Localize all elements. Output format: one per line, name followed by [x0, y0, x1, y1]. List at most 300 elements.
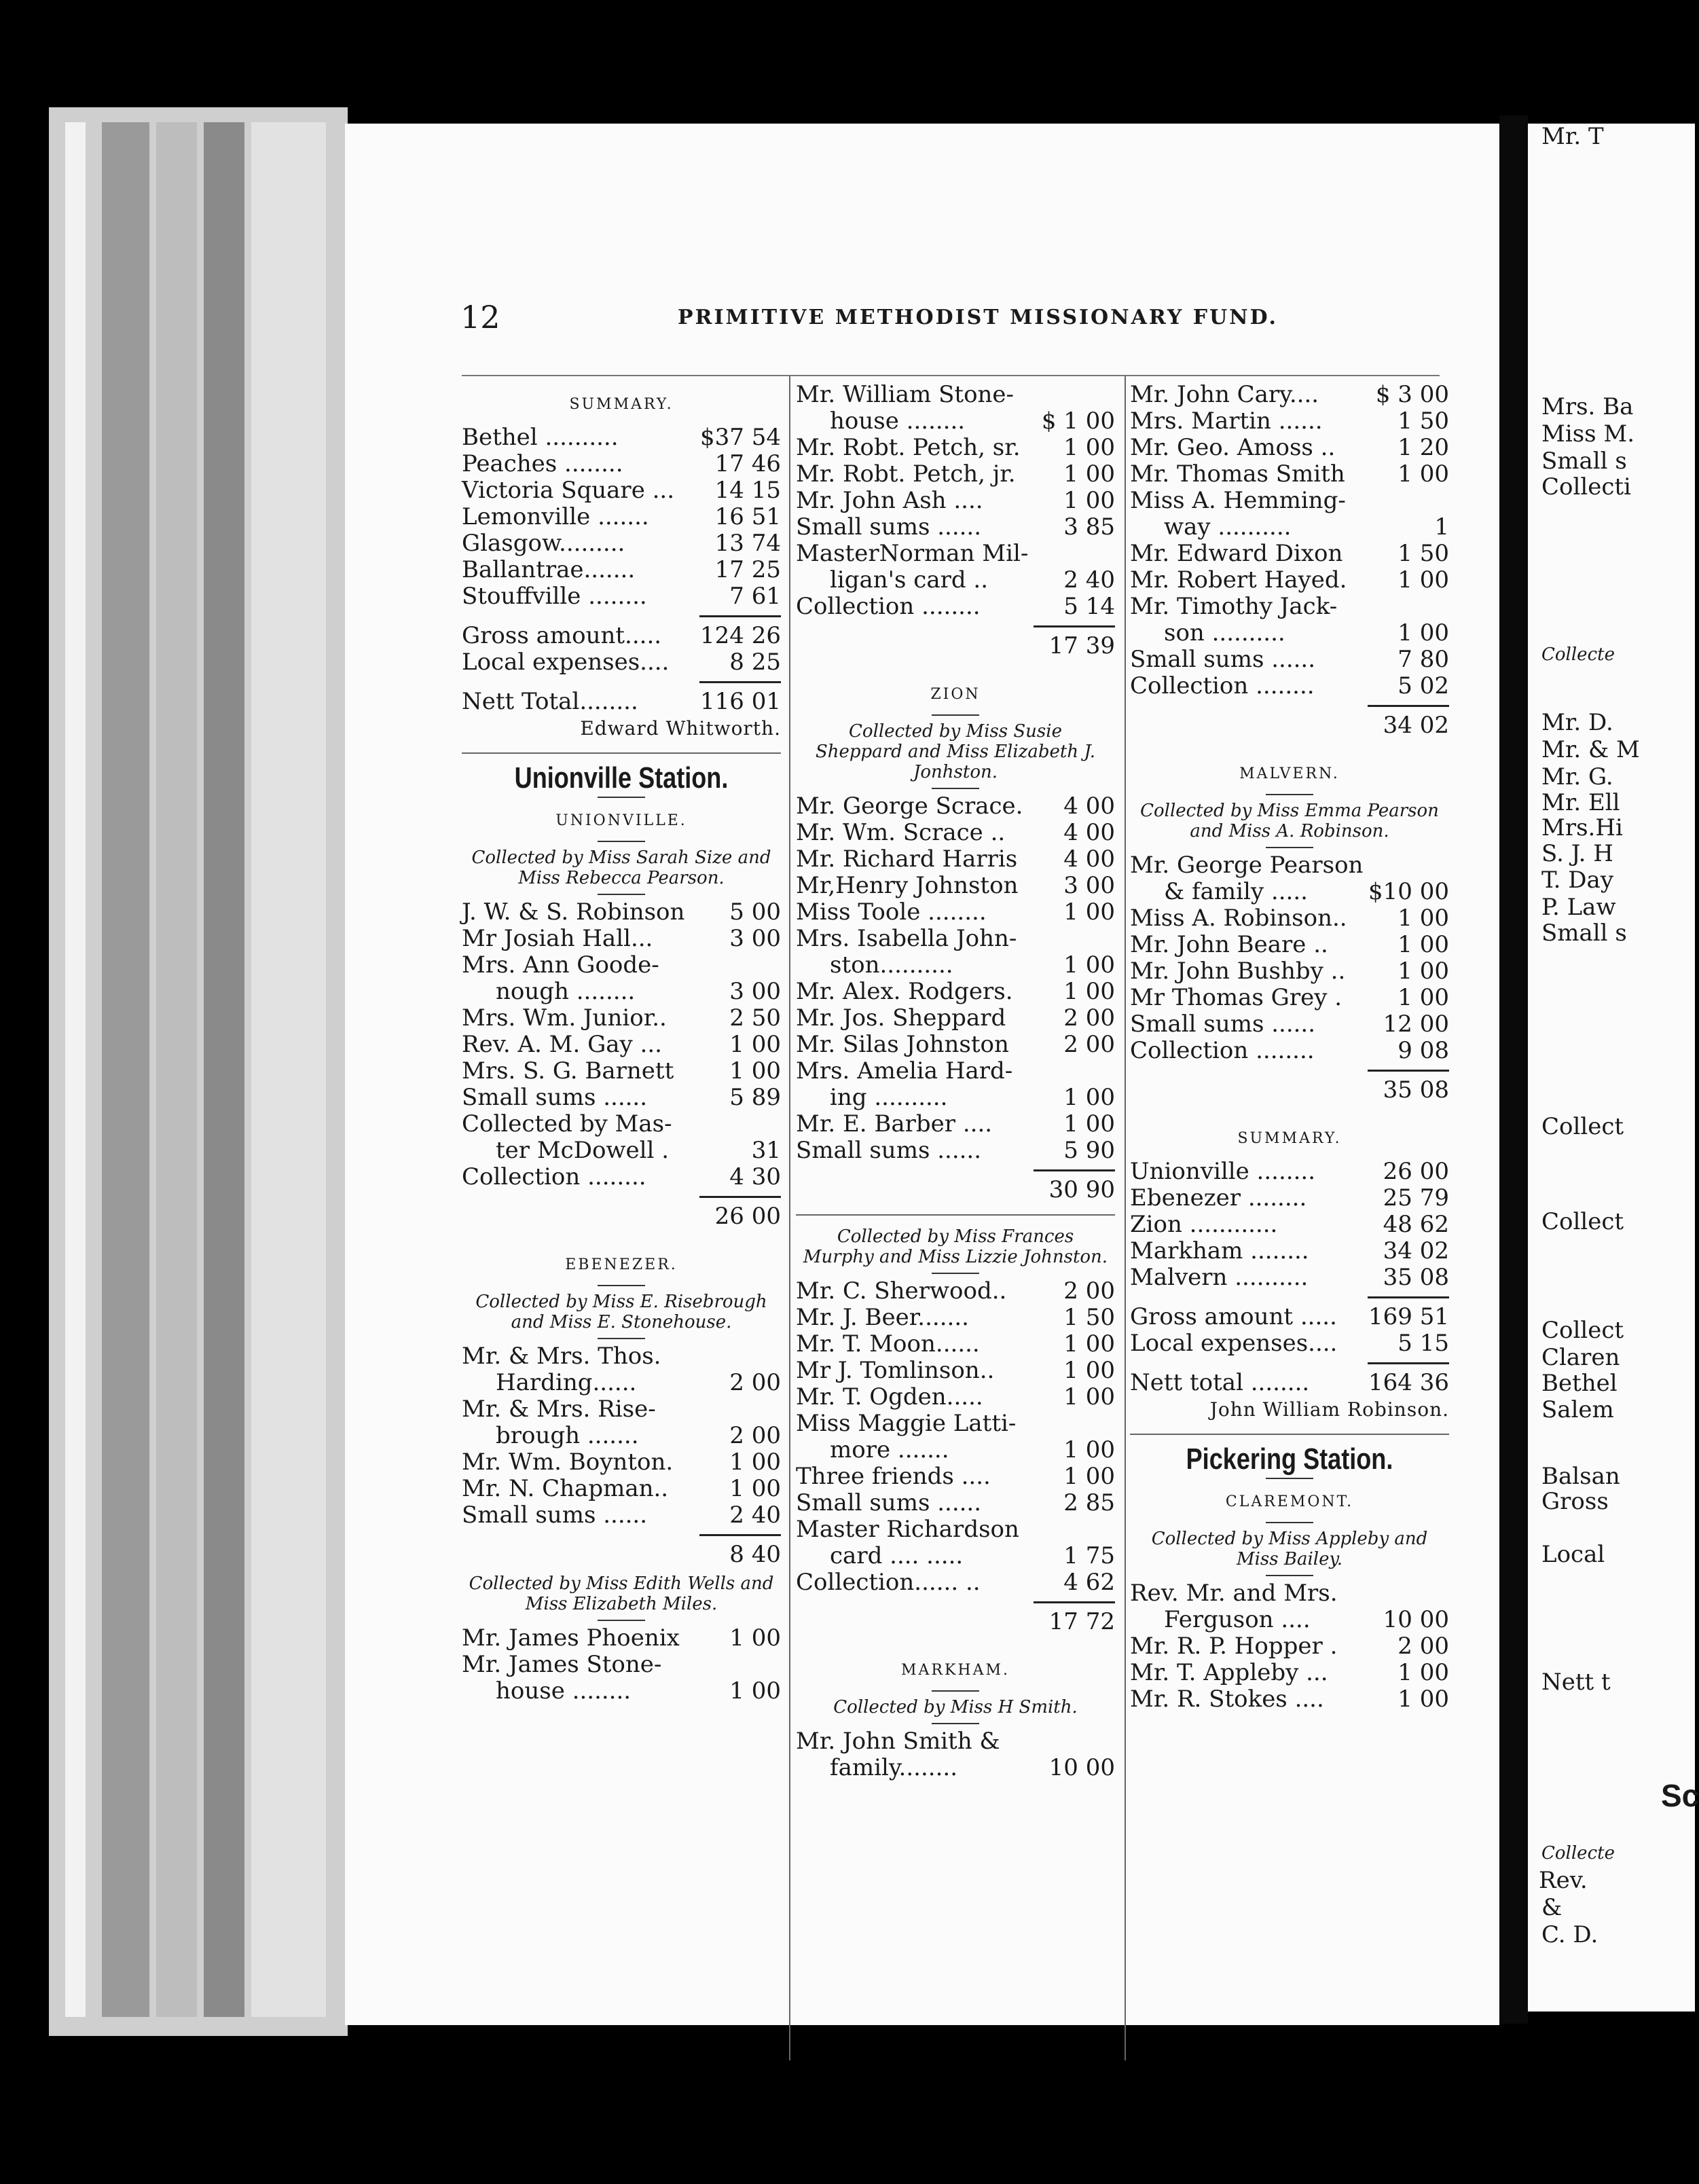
donation-amount: 1 00 — [1397, 1659, 1449, 1686]
donor-name: house ........ — [496, 1677, 632, 1705]
donor-name: Mr. Richard Harris — [796, 845, 1018, 873]
ledger-row — [1130, 1159, 1449, 1185]
ledger-row — [1130, 514, 1449, 541]
station-title: Unionville Station. — [514, 761, 729, 795]
donor-name: Mrs. Amelia Hard- — [796, 1057, 1013, 1085]
donor-name: son .......... — [1164, 619, 1285, 647]
nett-total-row — [1130, 1370, 1449, 1396]
donation-amount — [699, 1652, 781, 1678]
donation-amount: 4 30 — [729, 1163, 781, 1190]
section-total — [1130, 712, 1449, 739]
nett-label: Nett total ........ — [1130, 1369, 1310, 1396]
donor-name: Collection...... .. — [796, 1569, 981, 1596]
donor-name: Small sums ...... — [462, 1084, 648, 1111]
total-rule — [699, 615, 781, 617]
donor-name: Mr. T. Ogden..... — [796, 1383, 983, 1410]
top-list — [796, 382, 1115, 620]
right-page-line: Small s — [1541, 920, 1627, 947]
dash-rule — [598, 1338, 645, 1339]
donor-name: Mr. & Mrs. Thos. — [462, 1343, 661, 1370]
donation-amount: 2 00 — [1063, 1004, 1115, 1032]
page-edge — [204, 122, 244, 2017]
right-page-fragment — [1528, 123, 1699, 2012]
donor-name: Small sums ...... — [1130, 1011, 1316, 1038]
donor-name: Markham ........ — [1130, 1237, 1309, 1264]
collected-by: Collected by Miss H Smith. — [833, 1697, 1078, 1717]
donation-amount: 2 40 — [729, 1502, 781, 1529]
donation-amount: 1 00 — [729, 1475, 781, 1502]
ledger-row — [1130, 488, 1449, 514]
gross-label: Gross amount..... — [462, 622, 662, 649]
column-1 — [462, 382, 781, 1705]
right-page-line: Mr. T — [1541, 123, 1604, 150]
station-title: Pickering Station. — [1186, 1442, 1393, 1476]
collected-by: Collected by Miss E. Risebrough and Miss E. Stonehouse. — [475, 1292, 767, 1332]
ledger-row — [1130, 958, 1449, 985]
right-page-line: Collecte — [1541, 1843, 1615, 1863]
ledger-row — [796, 899, 1115, 926]
donation-amount: 1 00 — [1397, 566, 1449, 594]
ledger-row — [796, 1728, 1115, 1755]
donor-name: Collection ........ — [1130, 672, 1315, 699]
donation-amount: 48 62 — [1383, 1211, 1449, 1238]
total-value: 26 00 — [714, 1203, 781, 1230]
donation-amount — [1368, 852, 1449, 879]
ledger-row — [1130, 852, 1449, 879]
donation-amount: 1 50 — [1397, 407, 1449, 435]
donation-amount: 31 — [751, 1137, 781, 1164]
donation-amount: 1 00 — [1063, 1084, 1115, 1111]
ledger-row — [796, 1437, 1115, 1463]
gross-value: 169 51 — [1368, 1303, 1449, 1330]
ledger-row — [462, 1502, 781, 1529]
ledger-row — [796, 488, 1115, 514]
right-page-line: Small s — [1541, 448, 1627, 475]
total-value: 17 72 — [1048, 1608, 1115, 1635]
donation-amount: 1 00 — [1063, 434, 1115, 461]
donation-amount: 4 00 — [1063, 819, 1115, 846]
ledger-row — [796, 1111, 1115, 1138]
donation-amount: $10 00 — [1368, 878, 1449, 905]
right-page-line: Collect — [1541, 1113, 1624, 1140]
right-page-line: Gross — [1541, 1488, 1609, 1515]
ledger-row — [1130, 1038, 1449, 1064]
donor-name: Mr. T. Moon...... — [796, 1330, 980, 1358]
ledger-row — [1130, 932, 1449, 958]
collected-by: Collected by Miss Edith Wells and Miss Elizabeth Miles. — [469, 1573, 774, 1614]
donation-amount: 2 00 — [729, 1369, 781, 1396]
ledger-row — [796, 1516, 1115, 1543]
collected-by: Collected by Miss Frances Murphy and Miss Lizzie Johnston. — [803, 1226, 1108, 1267]
collected-by: Collected by Miss Appleby and Miss Bailey. — [1151, 1529, 1428, 1569]
dash-rule — [1266, 1522, 1313, 1523]
donation-amount: 5 02 — [1397, 672, 1449, 699]
donor-name: Small sums ...... — [796, 1489, 982, 1516]
ledger-row — [796, 1331, 1115, 1358]
ledger-row — [1130, 673, 1449, 699]
ledger-row — [462, 530, 781, 557]
donor-name: Mr. Geo. Amoss .. — [1130, 434, 1336, 461]
right-page-line: Sc — [1661, 1778, 1699, 1813]
donor-name: Mr. John Bushby .. — [1130, 958, 1346, 985]
nett-value: 164 36 — [1368, 1369, 1449, 1396]
donation-amount: 16 51 — [714, 503, 781, 530]
donor-name: Small sums ...... — [796, 1137, 982, 1164]
donor-name: Small sums ...... — [462, 1502, 648, 1529]
donation-amount: 1 50 — [1397, 540, 1449, 567]
ebenezer-list — [462, 1343, 781, 1529]
donation-amount: 1 00 — [1397, 984, 1449, 1011]
donor-name: Zion ............ — [1130, 1211, 1278, 1238]
page-header: PRIMITIVE METHODIST MISSIONARY FUND. — [678, 306, 1278, 329]
donor-name: Mrs. Isabella John- — [796, 925, 1017, 952]
donation-amount: 10 00 — [1048, 1754, 1115, 1781]
donor-name: Mr. Edward Dixon — [1130, 540, 1343, 567]
donor-name: Rev. A. M. Gay ... — [462, 1031, 662, 1058]
ledger-row — [1130, 1633, 1449, 1660]
donation-amount — [1034, 926, 1115, 952]
ledger-row — [796, 979, 1115, 1005]
donation-amount: 4 62 — [1063, 1569, 1115, 1596]
donation-amount: 7 80 — [1397, 646, 1449, 673]
donation-amount — [699, 1396, 781, 1423]
donor-name: Mr. C. Sherwood.. — [796, 1277, 1007, 1305]
donation-amount: 5 90 — [1063, 1137, 1115, 1164]
summary-list — [1130, 1159, 1449, 1291]
section-total — [796, 633, 1115, 659]
donor-name: Collection ........ — [462, 1163, 646, 1190]
donor-name: Mr. John Cary.... — [1130, 381, 1319, 408]
ledger-row — [796, 567, 1115, 594]
donor-name: Collection ........ — [796, 593, 981, 620]
donor-name: Mr. R. P. Hopper . — [1130, 1633, 1338, 1660]
ledger-row — [462, 583, 781, 610]
ledger-row — [796, 594, 1115, 620]
ledger-row — [796, 1358, 1115, 1384]
malvern-list — [1130, 852, 1449, 1064]
donor-name: Mr. J. Beer....... — [796, 1304, 969, 1331]
dash-rule — [932, 788, 979, 789]
donor-name: Collection ........ — [1130, 1037, 1315, 1064]
ledger-row — [796, 1278, 1115, 1305]
donation-amount — [1368, 488, 1449, 514]
dash-rule — [932, 1723, 979, 1724]
donation-amount: 5 89 — [729, 1084, 781, 1111]
ledger-row — [1130, 905, 1449, 932]
ledger-row — [1130, 382, 1449, 408]
ledger-row — [796, 435, 1115, 461]
donor-name: & family ..... — [1164, 878, 1308, 905]
donor-name: MasterNorman Mil- — [796, 540, 1029, 567]
donor-name: Collected by Mas- — [462, 1110, 672, 1138]
donation-amount: 1 75 — [1063, 1542, 1115, 1569]
donation-amount: 2 00 — [1063, 1277, 1115, 1305]
ledger-row — [462, 899, 781, 926]
summary-heading: SUMMARY. — [1237, 1130, 1342, 1147]
donation-amount: 17 46 — [714, 450, 781, 477]
donation-amount — [1034, 541, 1115, 567]
donor-name: Ebenezer ........ — [1130, 1184, 1307, 1212]
book-gutter — [1499, 115, 1528, 2024]
right-page-line: Bethel — [1541, 1370, 1618, 1397]
donor-name: Small sums ...... — [796, 513, 982, 541]
donor-name: Bethel .......... — [462, 424, 619, 451]
donation-amount: 1 00 — [1063, 1110, 1115, 1138]
donation-amount: 1 00 — [729, 1677, 781, 1705]
donor-name: Malvern .......... — [1130, 1264, 1309, 1291]
donation-amount: 1 00 — [729, 1057, 781, 1085]
donation-amount: 1 00 — [1063, 1436, 1115, 1463]
donation-amount: 7 61 — [729, 583, 781, 610]
total-rule — [1368, 1296, 1449, 1298]
right-page-line: Mr. Ell — [1541, 789, 1620, 816]
donor-name: Mr. James Phoenix — [462, 1624, 680, 1652]
ledger-row — [462, 1678, 781, 1705]
total-rule — [1034, 1169, 1115, 1171]
ledger-row — [1130, 1238, 1449, 1264]
donation-amount: 3 00 — [729, 978, 781, 1005]
ledger-row — [462, 1085, 781, 1111]
section-heading: UNIONVILLE. — [555, 812, 687, 829]
page-edge — [65, 122, 86, 2017]
total-value: 35 08 — [1383, 1076, 1449, 1104]
right-page-line: Collect — [1541, 1317, 1624, 1344]
ledger-row — [1130, 408, 1449, 435]
donor-name: Mr. Silas Johnston — [796, 1031, 1009, 1058]
dash-rule — [932, 714, 979, 716]
ledger-row — [796, 1543, 1115, 1569]
ledger-row — [1130, 879, 1449, 905]
ledger-row — [462, 1343, 781, 1370]
donation-amount: 1 00 — [1063, 1357, 1115, 1384]
donation-amount — [1034, 1058, 1115, 1085]
donor-name: Mr. Robt. Petch, sr. — [796, 434, 1021, 461]
ledger-row — [796, 408, 1115, 435]
donor-name: Mr. John Beare .. — [1130, 931, 1328, 958]
donation-amount: 2 00 — [1397, 1633, 1449, 1660]
donor-name: ter McDowell . — [496, 1137, 670, 1164]
donation-amount — [1368, 594, 1449, 620]
donor-name: ston.......... — [830, 951, 953, 979]
local-value: 8 25 — [729, 649, 781, 676]
donation-amount — [699, 1111, 781, 1138]
donation-amount: 1 00 — [1063, 1330, 1115, 1358]
total-value: 8 40 — [729, 1541, 781, 1568]
donor-name: Miss Maggie Latti- — [796, 1410, 1017, 1437]
donor-name: more ....... — [830, 1436, 949, 1463]
total-rule — [1034, 1601, 1115, 1603]
donor-name: Stouffville ........ — [462, 583, 647, 610]
donor-name: J. W. & S. Robinson — [462, 898, 685, 926]
donor-name: Rev. Mr. and Mrs. — [1130, 1580, 1338, 1607]
donor-name: Mr Thomas Grey . — [1130, 984, 1342, 1011]
collected-by: Collected by Miss Emma Pearson and Miss A. Robinson. — [1140, 801, 1439, 841]
local-value: 5 15 — [1397, 1330, 1449, 1357]
ledger-row — [796, 926, 1115, 952]
right-page-line: Nett t — [1541, 1669, 1611, 1696]
total-rule — [699, 681, 781, 683]
donor-name: Mr. Alex. Rodgers. — [796, 978, 1013, 1005]
donor-name: Mrs. Martin ...... — [1130, 407, 1323, 435]
donor-name: Mr. Robert Hayed. — [1130, 566, 1347, 594]
donor-name: Mrs. S. G. Barnett — [462, 1057, 674, 1085]
top-list — [1130, 382, 1449, 699]
donation-amount: 3 00 — [729, 925, 781, 952]
ledger-row — [462, 1449, 781, 1476]
right-page-line: Mrs.Hi — [1541, 814, 1623, 841]
dash-rule — [1266, 847, 1313, 848]
ledger-row — [462, 926, 781, 952]
donor-name: brough ....... — [496, 1422, 639, 1449]
donation-amount — [699, 1343, 781, 1370]
dash-rule — [598, 1620, 645, 1621]
donation-amount: 12 00 — [1383, 1011, 1449, 1038]
donor-name: nough ........ — [496, 978, 636, 1005]
local-label: Local expenses.... — [1130, 1330, 1338, 1357]
ledger-row — [462, 1396, 781, 1423]
column-divider — [1125, 376, 1126, 2060]
section-total — [796, 1609, 1115, 1635]
donor-name: ligan's card .. — [830, 566, 989, 594]
local-label: Local expenses.... — [462, 649, 670, 676]
section-total — [1130, 1077, 1449, 1104]
section-rule — [462, 752, 781, 754]
donation-amount: 1 50 — [1063, 1304, 1115, 1331]
ledger-row — [796, 1032, 1115, 1058]
murphy-list — [796, 1278, 1115, 1596]
right-page-line: Claren — [1541, 1344, 1620, 1371]
section-total — [462, 1203, 781, 1230]
ledger-row — [462, 1032, 781, 1058]
right-page-line: P. Law — [1541, 894, 1616, 921]
section-heading: CLAREMONT. — [1225, 1493, 1354, 1510]
ledger-row — [462, 952, 781, 979]
collected-by: Collected by Miss Susie Sheppard and Miss Elizabeth J. Jonhston. — [815, 721, 1096, 782]
dash-rule — [598, 841, 645, 842]
section-total — [462, 1542, 781, 1568]
ledger-row — [796, 541, 1115, 567]
donation-amount — [1034, 1410, 1115, 1437]
right-page-line: Local — [1541, 1541, 1605, 1568]
donation-amount: 25 79 — [1383, 1184, 1449, 1212]
donor-name: Mr. & Mrs. Rise- — [462, 1396, 656, 1423]
donation-amount: 2 00 — [1063, 1031, 1115, 1058]
donor-name: Mr. John Smith & — [796, 1728, 1000, 1755]
ledger-row — [1130, 1264, 1449, 1291]
donation-amount: 1 00 — [1397, 460, 1449, 488]
ledger-row — [462, 504, 781, 530]
donor-name: Mr. Timothy Jack- — [1130, 593, 1338, 620]
right-page-line: & — [1541, 1894, 1563, 1921]
donation-amount: 2 00 — [729, 1422, 781, 1449]
page-edge — [251, 122, 326, 2017]
donor-name: ing .......... — [830, 1084, 948, 1111]
ledger-row — [462, 1005, 781, 1032]
ledger-row — [1130, 985, 1449, 1011]
donation-amount: 34 02 — [1383, 1237, 1449, 1264]
ledger-row — [462, 1476, 781, 1502]
right-page-line: Collect — [1541, 1208, 1624, 1235]
ledger-row — [462, 1423, 781, 1449]
donor-name: Mr. Wm. Boynton. — [462, 1449, 674, 1476]
right-page-line: Balsan — [1541, 1463, 1620, 1490]
total-rule — [699, 1196, 781, 1198]
donor-name: card .... ..... — [830, 1542, 964, 1569]
ledger-row — [796, 793, 1115, 820]
page-edge — [156, 122, 197, 2017]
dash-rule — [598, 797, 645, 798]
donation-amount: 1 20 — [1397, 434, 1449, 461]
donation-amount: $37 54 — [700, 424, 781, 451]
ledger-row — [796, 1085, 1115, 1111]
donation-amount — [699, 952, 781, 979]
donor-name: Small sums ...... — [1130, 646, 1316, 673]
donor-name: Victoria Square ... — [462, 477, 675, 504]
dash-rule — [1266, 794, 1313, 795]
donor-name: Mr. N. Chapman.. — [462, 1475, 669, 1502]
summary-list — [462, 424, 781, 610]
dash-rule — [1266, 1478, 1313, 1479]
donor-name: Mr. Thomas Smith — [1130, 460, 1345, 488]
ledger-row — [1130, 567, 1449, 594]
zion-list — [796, 793, 1115, 1164]
gross-amount-row — [462, 623, 781, 649]
donation-amount: 17 25 — [714, 556, 781, 583]
ledger-row — [462, 557, 781, 583]
section-rule — [796, 1214, 1115, 1216]
donor-name: Mr J. Tomlinson.. — [796, 1357, 995, 1384]
section-heading: MARKHAM. — [900, 1662, 1010, 1679]
right-page-line: Miss M. — [1541, 420, 1635, 448]
ledger-row — [796, 1410, 1115, 1437]
section-heading: ZION — [930, 686, 981, 703]
local-expenses-row — [462, 649, 781, 676]
donor-name: Harding...... — [496, 1369, 637, 1396]
column-divider — [789, 376, 790, 2060]
ledger-row — [462, 1370, 781, 1396]
donation-amount: 1 00 — [1063, 487, 1115, 514]
ledger-row — [796, 1490, 1115, 1516]
nett-label: Nett Total........ — [462, 688, 638, 715]
right-page-line: Mrs. Ba — [1541, 393, 1634, 420]
dash-rule — [932, 1273, 979, 1274]
ledger-row — [1130, 620, 1449, 647]
ledger-row — [462, 1138, 781, 1164]
signature: John William Robinson. — [1209, 1398, 1449, 1421]
donation-amount: 1 00 — [1063, 460, 1115, 488]
column-2 — [796, 382, 1115, 1781]
total-rule — [1368, 705, 1449, 707]
donor-name: Mrs. Ann Goode- — [462, 951, 659, 979]
donation-amount — [1034, 1516, 1115, 1543]
ledger-row — [462, 1111, 781, 1138]
ledger-row — [796, 1138, 1115, 1164]
donation-amount: 1 00 — [1063, 978, 1115, 1005]
donation-amount: 5 00 — [729, 898, 781, 926]
nett-total-row — [462, 689, 781, 715]
ledger-row — [1130, 1686, 1449, 1713]
donation-amount: 1 00 — [1397, 905, 1449, 932]
ledger-row — [462, 1058, 781, 1085]
ledger-row — [1130, 594, 1449, 620]
section-heading: EBENEZER. — [565, 1256, 678, 1273]
ledger-row — [1130, 1185, 1449, 1212]
donation-amount: 1 00 — [1063, 898, 1115, 926]
donor-name: Mr. George Scrace. — [796, 793, 1023, 820]
donor-name: Mr. John Ash .... — [796, 487, 983, 514]
donation-amount: 1 00 — [1397, 931, 1449, 958]
donor-name: Unionville ........ — [1130, 1158, 1316, 1185]
